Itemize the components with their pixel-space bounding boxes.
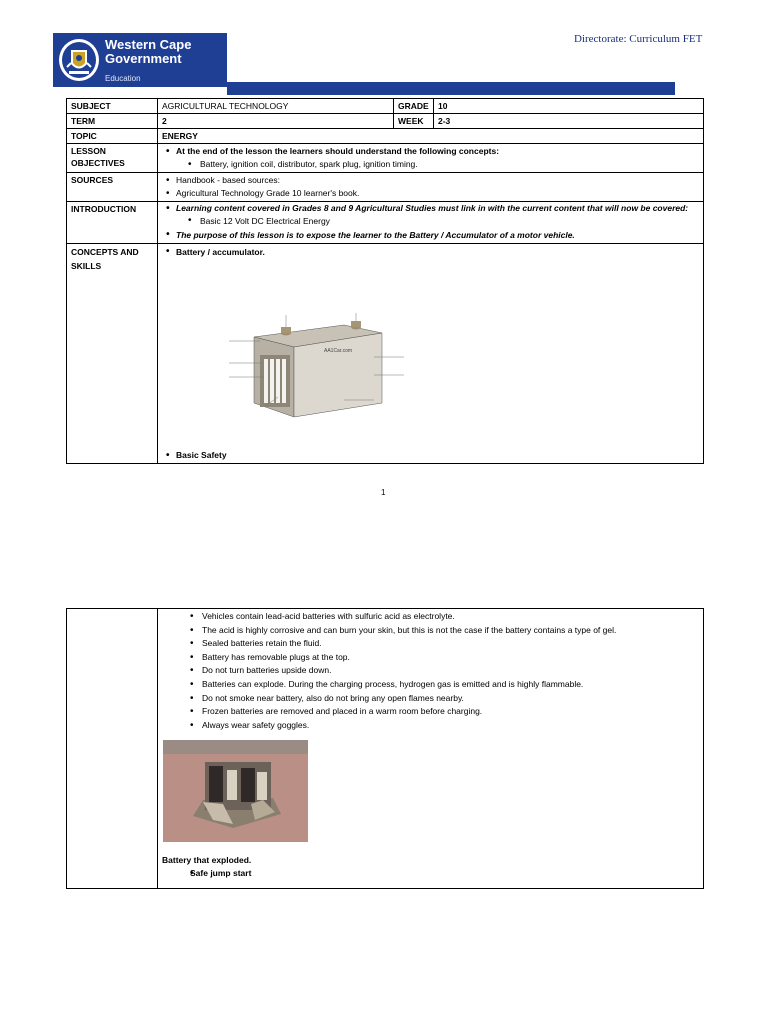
- list-item: • Batteries can explode. During the charging process, hydrogen gas is emitted and is highly flammable.: [162, 678, 699, 692]
- objectives-label: [67, 144, 158, 173]
- intro-item: • The purpose of this lesson is to expose the learner to the Battery / Accumulator of a motor vehicle.: [162, 228, 699, 242]
- topic-value: ENERGY: [158, 129, 704, 144]
- table-row: [67, 173, 704, 202]
- photo-caption: Battery that exploded.: [162, 855, 252, 866]
- battery-diagram-image: [224, 307, 414, 419]
- list-item: • Vehicles contain lead-acid batteries with sulfuric acid as electrolyte.: [162, 610, 699, 624]
- list-item: • Agricultural Technology Grade 10 learner's book.: [162, 187, 699, 200]
- table-row: [67, 114, 704, 129]
- directorate-label: Directorate: Curriculum FET: [574, 33, 703, 45]
- lesson-table: [66, 98, 704, 464]
- week-value: 2-3: [434, 114, 704, 129]
- grade-label: GRADE: [394, 99, 434, 114]
- table-row: [67, 99, 704, 114]
- introduction-label: INTRODUCTION: [67, 202, 158, 244]
- concepts-label-line-2: SKILLS: [71, 261, 102, 271]
- list-item: • Sealed batteries retain the fluid.: [162, 637, 699, 651]
- list-item: • Do not smoke near battery, also do not bring any open flames nearby.: [162, 692, 699, 706]
- coat-of-arms-icon: [53, 33, 105, 87]
- objectives-label-line-1: LESSON: [71, 146, 106, 156]
- sources-label: SOURCES: [67, 173, 158, 202]
- wcg-logo: [53, 33, 227, 87]
- svg-text:AA1Car.com: AA1Car.com: [324, 348, 353, 354]
- battery-heading: • Battery / accumulator.: [162, 245, 699, 259]
- list-item: • Frozen batteries are removed and placed in a warm room before charging.: [162, 705, 699, 719]
- table-row: [67, 244, 704, 464]
- exploded-battery-photo: [163, 740, 308, 842]
- introduction-content: [158, 202, 704, 244]
- table-row: [67, 202, 704, 244]
- list-item: • Do not turn batteries upside down.: [162, 664, 699, 678]
- list-item: • Handbook - based sources:: [162, 174, 699, 187]
- safety-table: [66, 608, 704, 889]
- subject-label: SUBJECT: [67, 99, 158, 114]
- objectives-main: • At the end of the lesson the learners should understand the following concepts:: [162, 145, 699, 158]
- intro-item: • Learning content covered in Grades 8 and 9 Agricultural Studies must link in with the current content that will now be covered:: [162, 203, 699, 214]
- grade-value: 10: [434, 99, 704, 114]
- basic-safety-heading: • Basic Safety: [162, 449, 699, 462]
- week-label: WEEK: [394, 114, 434, 129]
- intro-sub-item: • Basic 12 Volt DC Electrical Energy: [186, 214, 699, 228]
- term-label: TERM: [67, 114, 158, 129]
- table-row: [67, 144, 704, 173]
- table-row: [67, 129, 704, 144]
- concepts-label: [67, 244, 158, 464]
- term-value: 2: [158, 114, 394, 129]
- empty-label-cell: [67, 609, 158, 889]
- safety-content: [158, 609, 704, 889]
- list-item: • Battery has removable plugs at the top.: [162, 651, 699, 665]
- safe-jump-start-heading: • Safe jump start: [162, 867, 699, 881]
- list-item: • Always wear safety goggles.: [162, 719, 699, 733]
- objectives-label-line-2: OBJECTIVES: [71, 158, 125, 168]
- subject-value: AGRICULTURAL TECHNOLOGY: [158, 99, 394, 114]
- logo-line-1: Western Cape: [105, 37, 192, 52]
- logo-subtitle: Education: [105, 74, 141, 83]
- concepts-content: [158, 244, 704, 464]
- concepts-label-line-1: CONCEPTS AND: [71, 247, 139, 257]
- page-number: 1: [381, 488, 386, 497]
- objectives-sub: • Battery, ignition coil, distributor, spark plug, ignition timing.: [186, 158, 699, 171]
- topic-label: TOPIC: [67, 129, 158, 144]
- sources-content: [158, 173, 704, 202]
- header-bar: [227, 82, 675, 95]
- logo-line-2: Government: [105, 51, 182, 66]
- list-item: • The acid is highly corrosive and can burn your skin, but this is not the case if the battery contains a type of gel.: [162, 624, 699, 638]
- objectives-content: [158, 144, 704, 173]
- table-row: [67, 609, 704, 889]
